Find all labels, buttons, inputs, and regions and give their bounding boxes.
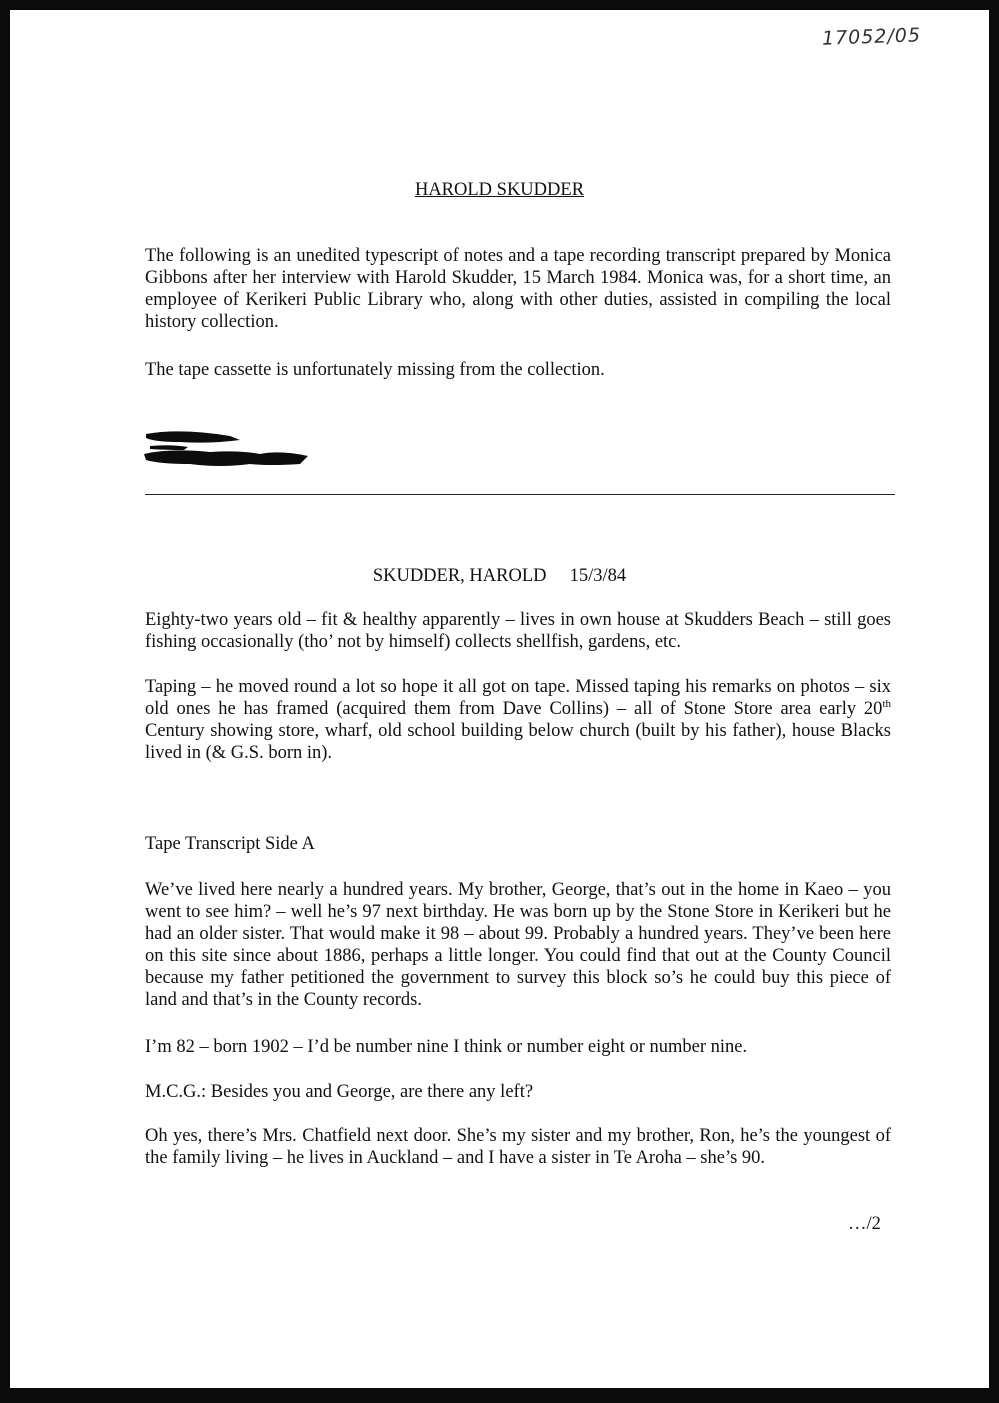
section-divider (145, 494, 895, 495)
document-title: HAROLD SKUDDER (414, 180, 585, 200)
transcript-paragraph-1: We’ve lived here nearly a hundred years. My brother, George, that’s out in the home in Kaeo – you went to see him? – well he’s 97 next birthday. He was born up by the Stone Store in Kerikeri but he had an older sister. That would make it 98 – about 99. Probably a hundred years. They’ve been here on this site since about 1886, perhaps a little longer. You could find that out at the County Council because my father petitioned the government to survey this block so’s he could buy this piece of land and that’s in the County records. (145, 880, 891, 1010)
document-page (10, 10, 989, 1388)
redacted-signature (140, 428, 320, 476)
notes-heading: SKUDDER, HAROLD 15/3/84 (372, 566, 627, 586)
notes-paragraph-2: Taping – he moved round a lot so hope it all got on tape. Missed taping his remarks on photos – six old ones he has framed (acquired them from Dave Collins) – all of Stone Store area early 20th Century showing store, wharf, old school building below church (built by his father), house Blacks lived in (& G.S. born in). (145, 677, 891, 763)
intro-missing-tape-note: The tape cassette is unfortunately missing from the collection. (145, 360, 605, 380)
page-continuation-marker: …/2 (848, 1214, 881, 1234)
transcript-question: M.C.G.: Besides you and George, are there any left? (145, 1082, 534, 1102)
transcript-paragraph-2: I’m 82 – born 1902 – I’d be number nine I think or number eight or number nine. (145, 1037, 748, 1057)
handwritten-reference-number: 17052/05 (821, 24, 922, 50)
transcript-paragraph-3: Oh yes, there’s Mrs. Chatfield next door. She’s my sister and my brother, Ron, he’s the youngest of the family living – he lives in Auckland – and I have a sister in Te Aroha – she’s 90. (145, 1126, 891, 1168)
transcript-heading: Tape Transcript Side A (145, 834, 315, 854)
intro-paragraph: The following is an unedited typescript of notes and a tape recording transcript prepared by Monica Gibbons after her interview with Harold Skudder, 15 March 1984. Monica was, for a short time, an employee of Kerikeri Public Library who, along with other duties, assisted in compiling the local history collection. (145, 246, 891, 332)
notes-paragraph-1: Eighty-two years old – fit & healthy apparently – lives in own house at Skudders Beach – still goes fishing occasionally (tho’ not by himself) collects shellfish, gardens, etc. (145, 610, 891, 652)
